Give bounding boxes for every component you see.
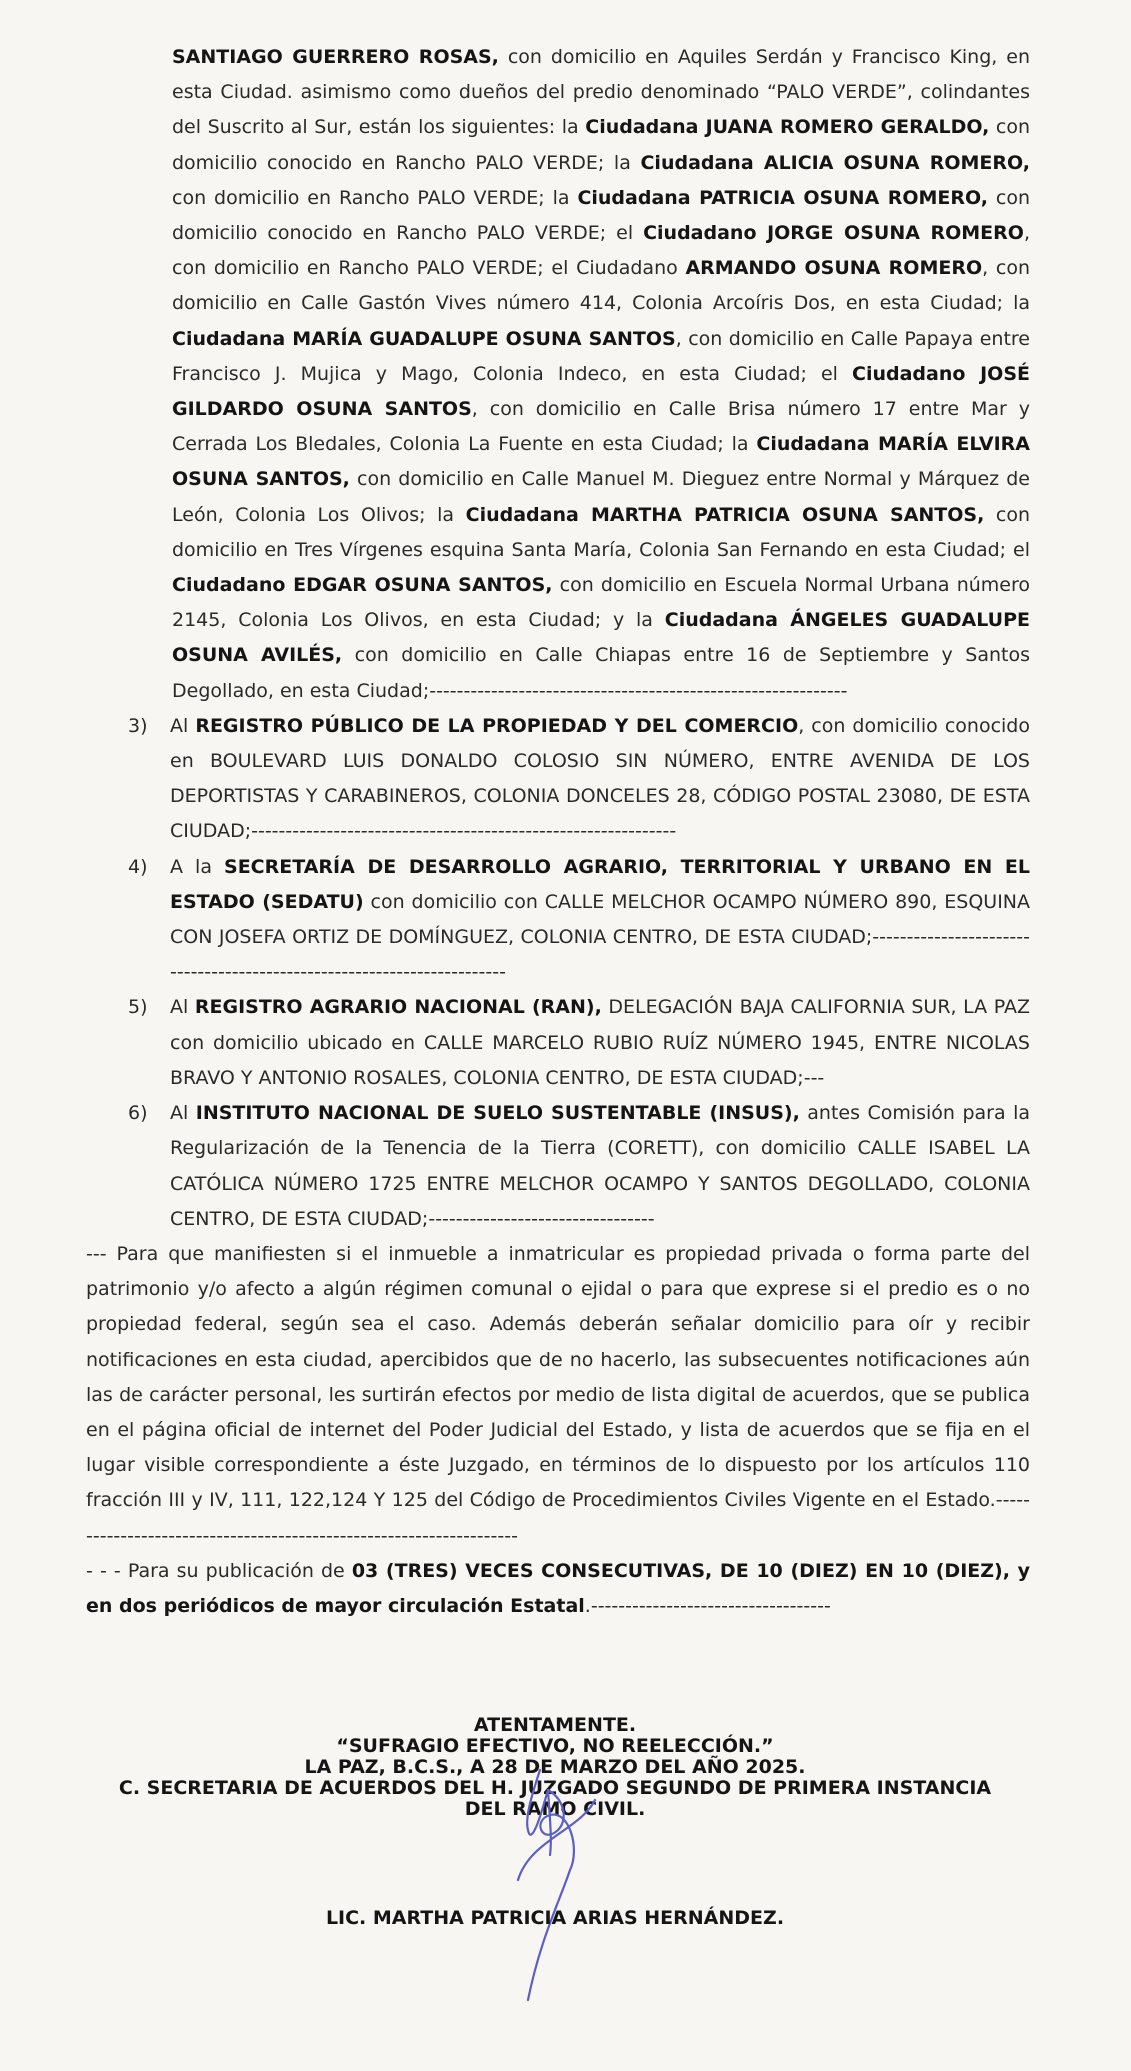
item-number: 6) <box>128 1102 148 1125</box>
closing-line: ATENTAMENTE. <box>473 1714 637 1736</box>
text-run: A la <box>170 855 225 878</box>
bold-text: INSTITUTO NACIONAL DE SUELO SUSTENTABLE (INSUS), <box>195 1102 800 1125</box>
list-item <box>86 1096 1030 1237</box>
list-item <box>86 709 1030 850</box>
text-run: , con domicilio en Calle Papaya entre Francisco J. Mujica y Mago, Colonia Indeco, en esta Ciudad; el <box>172 327 1030 385</box>
bold-text: Ciudadana ÁNGELES GUADALUPE OSUNA AVILÉS, <box>172 609 1030 667</box>
text-run: con domicilio conocido en Rancho PALO VERDE; la <box>172 116 1030 174</box>
text-run: Al <box>170 1102 196 1125</box>
bold-text: Ciudadana PATRICIA OSUNA ROMERO, <box>577 186 988 209</box>
signer-name: LIC. MARTHA PATRICIA ARIAS HERNÁNDEZ. <box>325 1907 785 1929</box>
bold-text: Ciudadano JOSÉ GILDARDO OSUNA SANTOS <box>172 362 1031 421</box>
item-number: 4) <box>128 855 148 878</box>
purpose-paragraph: --- Para que manifiesten si el inmueble a inmatricular es propiedad privada o forma parte del patrimonio y/o afecto a algún régimen comunal o ejidal o para que exprese si el predio es o no propiedad federal, según sea el caso. Además deberán señalar domicilio para oír y recibir notificaciones en esta ciudad, apercibidos que de no hacerlo, las subsecuentes notificaciones aún las de carácter personal, les surtirán efectos por medio de lista digital de acuerdos, que se publica en el página oficial de internet del Poder Judicial del Estado, y lista de acuerdos que se fija en el lugar visible correspondiente a éste Juzgado, en términos de lo dispuesto por los artículos 110 fracción III y IV, 111, 122,124 Y 125 del Código de Procedimientos Civiles Vigente en el Estado.-------------------------------------------------------------------- <box>86 1242 1030 1547</box>
handwritten-signature <box>470 1760 630 2020</box>
bold-text: SANTIAGO GUERRERO ROSAS, <box>172 46 499 68</box>
text-run: Al <box>170 714 196 737</box>
text-run: con domicilio en Calle Chiapas entre 16 de Septiembre y Santos Degollado, en esta Ciudad;------------------------------------------------------------- <box>172 644 1030 702</box>
bold-text: SECRETARÍA DE DESARROLLO AGRARIO, TERRITORIAL Y URBANO EN EL ESTADO (SEDATU) <box>170 855 1030 913</box>
text-run: , con domicilio en Rancho PALO VERDE; el Ciudadano <box>172 222 1030 280</box>
list-item <box>86 990 1030 1096</box>
closing-line: LA PAZ, B.C.S., A 28 DE MARZO DEL AÑO 2025. <box>304 1756 806 1778</box>
recipients-list <box>86 709 1030 1237</box>
intro-paragraph <box>86 40 1030 709</box>
item-number: 3) <box>128 714 148 737</box>
text-run: - - - Para su publicación de <box>86 1559 352 1582</box>
bold-text: Ciudadana MARTHA PATRICIA OSUNA SANTOS, <box>465 503 985 526</box>
text-run: , con domicilio conocido en BOULEVARD LUIS DONALDO COLOSIO SIN NÚMERO, ENTRE AVENIDA DE LOS DEPORTISTAS Y CARABINEROS, COLONIA DONCELES 28, CÓDIGO POSTAL 23080, DE ESTA CIUDAD;-------------------------------------------------------------- <box>170 714 1030 843</box>
text-run: con domicilio con CALLE MELCHOR OCAMPO NÚMERO 890, ESQUINA CON JOSEFA ORTIZ DE DOMÍNGUEZ, COLONIA CENTRO, DE ESTA CIUDAD;------------------------------------------------------------------------ <box>170 890 1031 984</box>
text-run: , con domicilio en Calle Gastón Vives número 414, Colonia Arcoíris Dos, en esta Ciudad; la <box>172 257 1030 315</box>
text-run: , con domicilio en Calle Brisa número 17 entre Mar y Cerrada Los Bledales, Colonia La Fuente en esta Ciudad; la <box>172 398 1030 456</box>
publication-paragraph <box>86 1554 1030 1624</box>
bold-text: ARMANDO OSUNA ROMERO <box>685 257 983 280</box>
text-run: .----------------------------------- <box>584 1594 831 1617</box>
text-run: Al <box>170 996 195 1019</box>
text-run: con domicilio en Escuela Normal Urbana número 2145, Colonia Los Olivos, en esta Ciudad; y la <box>172 574 1031 632</box>
bold-text: Ciudadana MARÍA ELVIRA OSUNA SANTOS, <box>172 433 1030 491</box>
item-number: 5) <box>128 996 148 1019</box>
text-run: con domicilio en Tres Vírgenes esquina Santa María, Colonia San Fernando en esta Ciudad; el <box>172 503 1030 561</box>
bold-text: Ciudadano JORGE OSUNA ROMERO <box>643 222 1024 245</box>
bold-text: 03 (TRES) VECES CONSECUTIVAS, DE 10 (DIEZ) EN 10 (DIEZ), y en dos periódicos de mayor circulación Estatal <box>86 1559 1030 1617</box>
text-run: con domicilio en Rancho PALO VERDE; la <box>172 186 578 209</box>
bold-text: Ciudadana ALICIA OSUNA ROMERO, <box>640 151 1030 174</box>
closing-line: C. SECRETARIA DE ACUERDOS DEL H. JUZGADO SEGUNDO DE PRIMERA INSTANCIA <box>118 1777 992 1799</box>
closing-line: “SUFRAGIO EFECTIVO, NO REELECCIÓN.” <box>336 1735 774 1757</box>
bold-text: REGISTRO PÚBLICO DE LA PROPIEDAD Y DEL COMERCIO <box>195 714 799 737</box>
text-run: antes Comisión para la Regularización de la Tenencia de la Tierra (CORETT), con domicilio CALLE ISABEL LA CATÓLICA NÚMERO 1725 ENTRE MELCHOR OCAMPO Y SANTOS DEGOLLADO, COLONIA CENTRO, DE ESTA CIUDAD;--------------------------------- <box>170 1102 1030 1230</box>
text-run: con domicilio conocido en Rancho PALO VERDE; el <box>172 186 1031 245</box>
bold-text: Ciudadano EDGAR OSUNA SANTOS, <box>172 574 553 597</box>
bold-text: Ciudadana MARÍA GUADALUPE OSUNA SANTOS <box>172 327 676 350</box>
text-run: con domicilio en Aquiles Serdán y Francisco King, en esta Ciudad. asimismo como dueños del predio denominado “PALO VERDE”, colindantes del Suscrito al Sur, están los siguientes: la <box>172 46 1030 139</box>
text-run: con domicilio en Calle Manuel M. Dieguez entre Normal y Márquez de León, Colonia Los Olivos; la <box>172 468 1030 526</box>
text-run: DELEGACIÓN BAJA CALIFORNIA SUR, LA PAZ con domicilio ubicado en CALLE MARCELO RUBIO RUÍZ NÚMERO 1945, ENTRE NICOLAS BRAVO Y ANTONIO ROSALES, COLONIA CENTRO, DE ESTA CIUDAD;--- <box>170 996 1030 1089</box>
bold-text: Ciudadana JUANA ROMERO GERALDO, <box>585 116 990 139</box>
bold-text: REGISTRO AGRARIO NACIONAL (RAN), <box>194 996 602 1019</box>
closing-line: DEL RAMO CIVIL. <box>464 1798 646 1820</box>
list-item <box>86 850 1030 991</box>
document-body <box>86 40 1030 1624</box>
